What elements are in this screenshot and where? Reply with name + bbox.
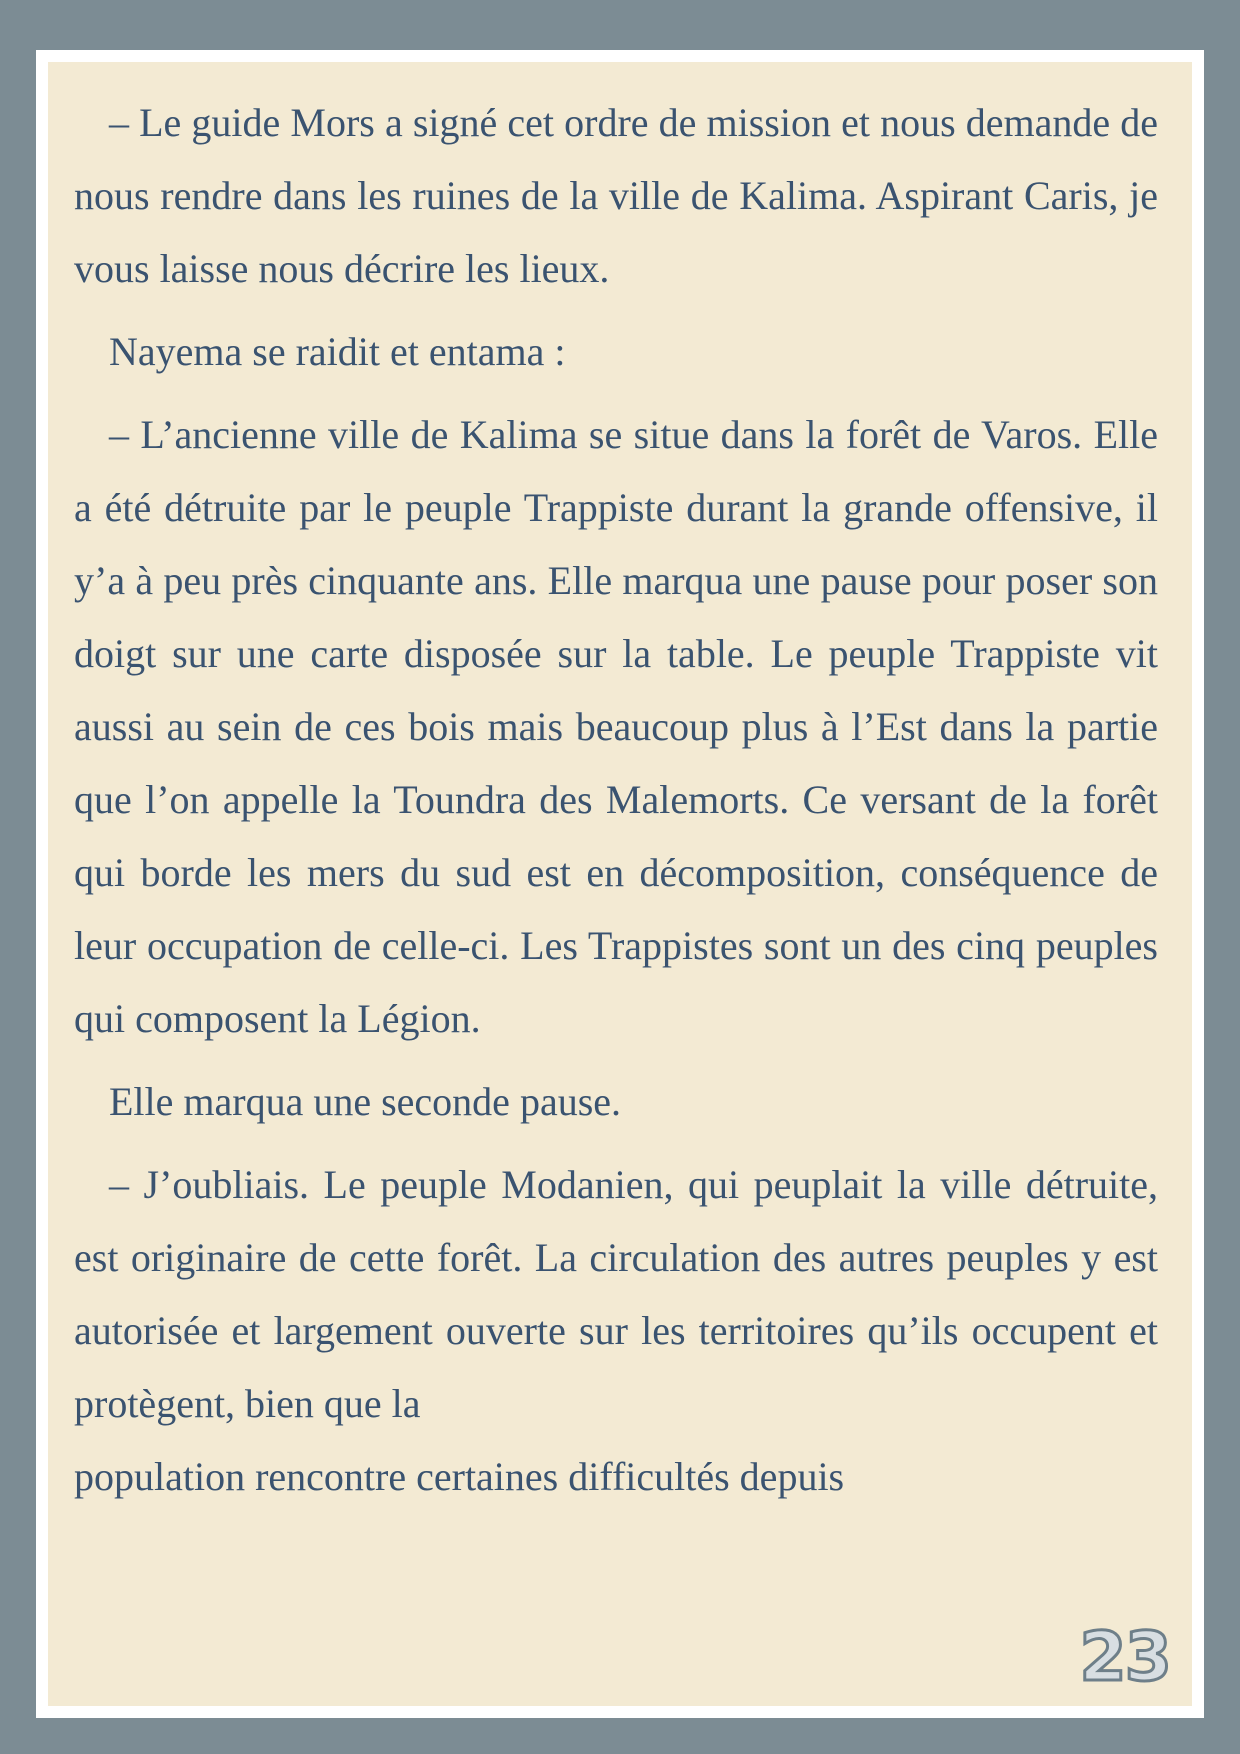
paragraph-2: Nayema se raidit et entama : (109, 329, 566, 374)
page-content-area (48, 62, 1192, 1706)
paragraph-1: – Le guide Mors a signé cet ordre de mission et nous demande de nous rendre dans les ruines de la ville de Kalima. Aspirant Caris, je vous laisse nous décrire les lieux. (74, 100, 1158, 291)
body-text (74, 86, 1158, 1523)
paragraph-5: – J’oubliais. Le peuple Modanien, qui peuplait la ville détruite, est originaire de cette forêt. La circulation des autres peuples y est autorisée et largement ouverte sur les territoires qu’ils occupent et protègent, bien que la (74, 1162, 1158, 1426)
page-frame (36, 50, 1204, 1718)
page-number: 23 (1079, 1618, 1170, 1697)
paragraph-5-continued: population rencontre certaines difficultés depuis (74, 1454, 845, 1499)
paragraph-3: – L’ancienne ville de Kalima se situe dans la forêt de Varos. Elle a été détruite par le peuple Trappiste durant la grande offensive, il y’a à peu près cinquante ans. Elle marqua une pause pour poser son doigt sur une carte disposée sur la table. Le peuple Trappiste vit aussi au sein de ces bois mais beaucoup plus à l’Est dans la partie que l’on appelle la Toundra des Malemorts. Ce versant de la forêt qui borde les mers du sud est en décomposition, conséquence de leur occupation de celle-ci. Les Trappistes sont un des cinq peuples qui composent la Légion. (74, 412, 1158, 1041)
paragraph-4: Elle marqua une seconde pause. (109, 1079, 622, 1124)
